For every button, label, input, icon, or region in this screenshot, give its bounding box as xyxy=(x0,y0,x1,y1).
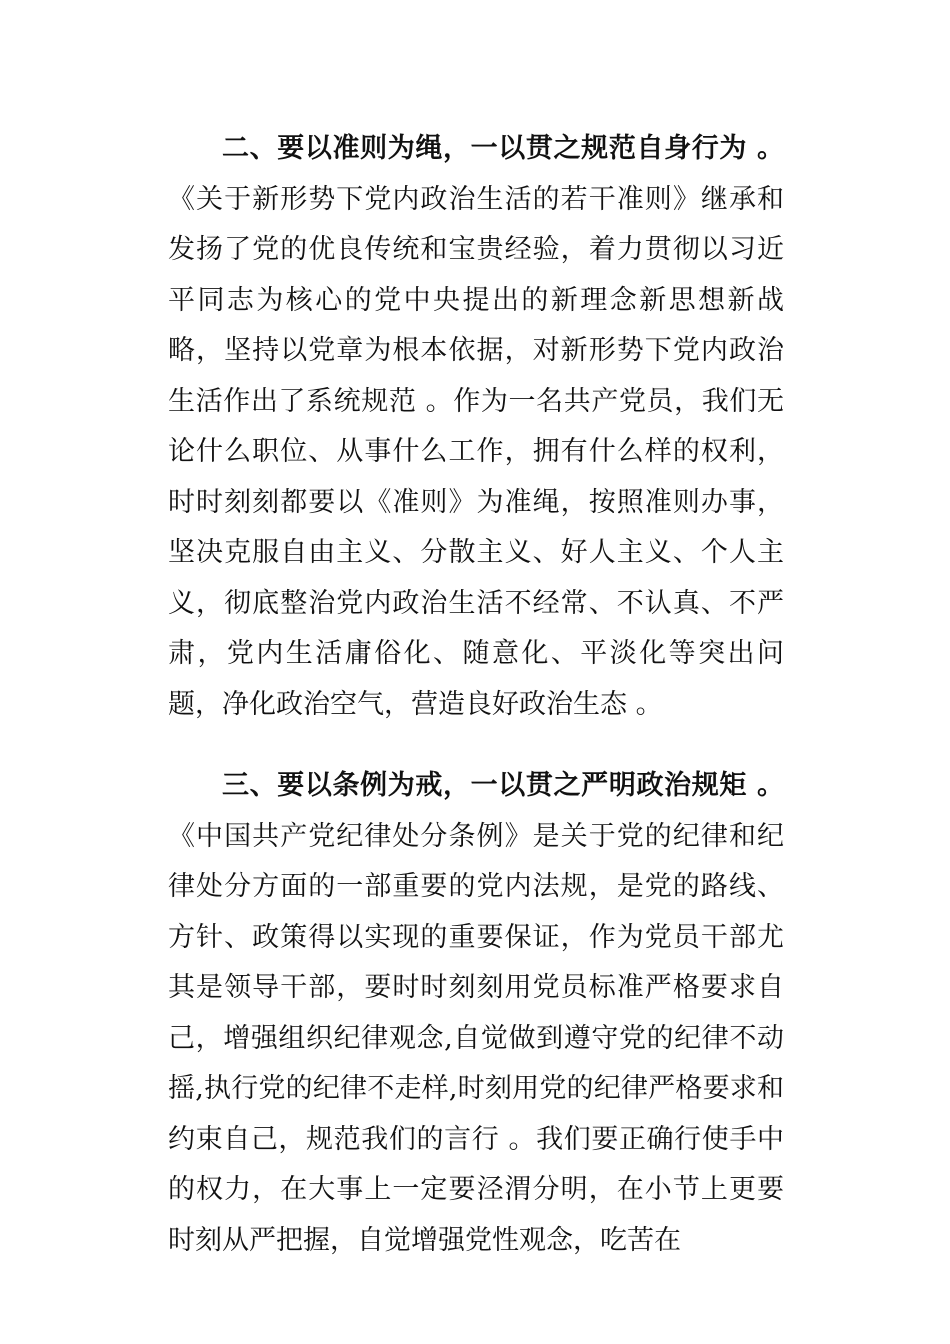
section-paragraph-3 xyxy=(168,761,784,1266)
section-heading-3: 三、要以条例为戒，一以贯之严明政治规矩 。 xyxy=(222,770,784,801)
section-paragraph-2 xyxy=(168,124,784,730)
document-body xyxy=(168,124,784,1266)
section-body-2: 《关于新形势下党内政治生活的若干准则》继承和发扬了党的优良传统和宝贵经验，着力贯彻以习近平同志为核心的党中央提出的新理念新思想新战略，坚持以党章为根本依据，对新形势下党内政治生活作出了系统规范 。作为一名共产党员，我们无论什么职位、从事什么工作，拥有什么样的权利，时时刻刻都要以《准则》为准绳，按照准则办事，坚决克服自由主义、分散主义、好人主义、个人主义，彻底整治党内政治生活不经常、不认真、不严肃，党内生活庸俗化、随意化、平淡化等突出问题，净化政治空气，营造良好政治生态 。 xyxy=(168,183,784,720)
section-body-3: 《中国共产党纪律处分条例》是关于党的纪律和纪律处分方面的一部重要的党内法规，是党的路线、方针、政策得以实现的重要保证，作为党员干部尤其是领导干部，要时时刻刻用党员标准严格要求自己，增强组织纪律观念,自觉做到遵守党的纪律不动摇,执行党的纪律不走样,时刻用党的纪律严格要求和约束自己，规范我们的言行 。我们要正确行使手中的权力，在大事上一定要泾渭分明，在小节上更要时刻从严把握，自觉增强党性观念，吃苦在 xyxy=(168,820,784,1256)
section-heading-2: 二、要以准则为绳，一以贯之规范自身行为 。 xyxy=(222,133,784,164)
